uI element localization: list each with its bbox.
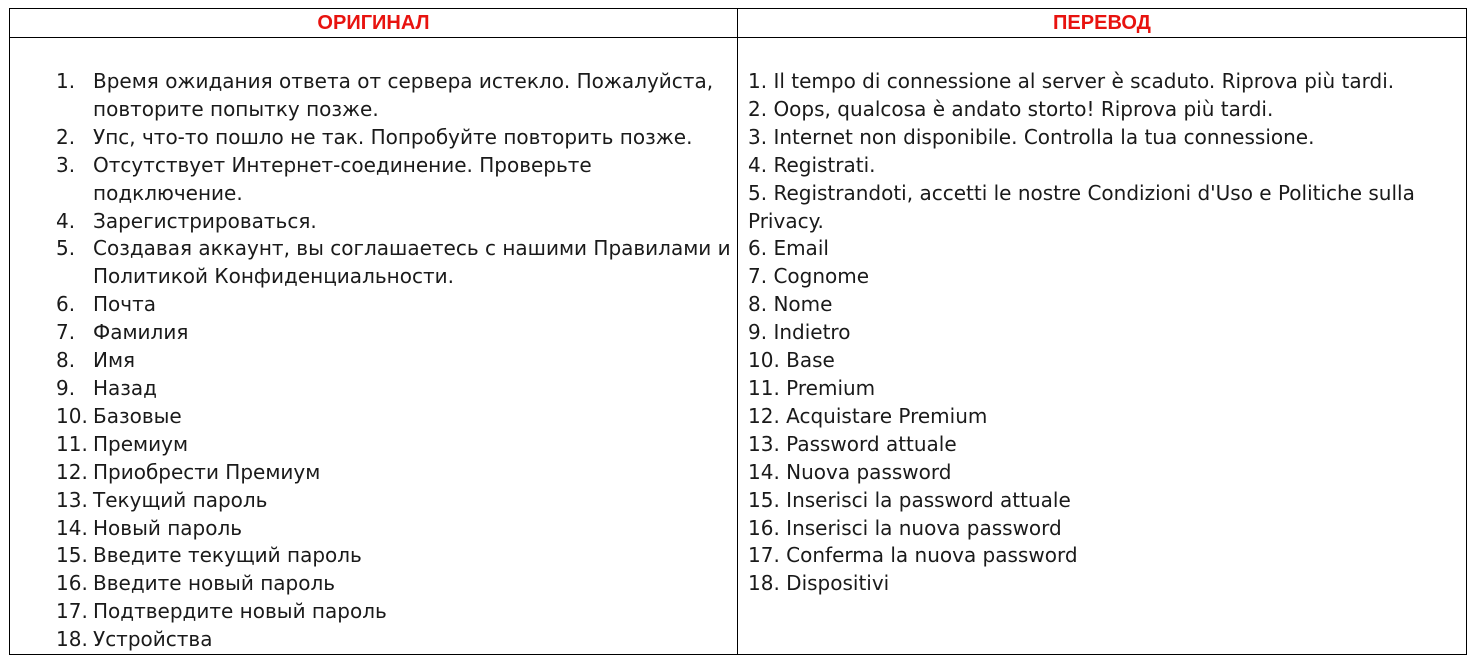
original-item-number: 1. — [56, 69, 76, 93]
content-row — [10, 38, 1467, 655]
original-item — [10, 431, 737, 459]
original-item — [10, 515, 737, 543]
original-item — [10, 459, 737, 487]
original-item-number: 10. — [56, 403, 88, 428]
translation-item: 12. Acquistare Premium — [748, 403, 988, 428]
original-item-text: Приобрести Премиум — [93, 459, 321, 484]
translation-item: 3. Internet non disponibile. Controlla la tua connessione. — [748, 124, 1315, 149]
original-item — [10, 542, 737, 570]
original-item-number: 17. — [56, 599, 88, 624]
original-item — [10, 319, 737, 347]
original-item — [10, 124, 737, 152]
translation-item: 2. Oops, qualcosa è andato storto! Riprova più tardi. — [748, 96, 1274, 121]
original-item — [10, 487, 737, 515]
original-item — [10, 235, 737, 291]
translation-item: 14. Nuova password — [748, 459, 952, 484]
original-item-number: 3. — [56, 152, 76, 177]
original-item-number: 2. — [56, 124, 76, 149]
original-item-number: 13. — [56, 487, 88, 512]
header-original: ОРИГИНАЛ — [10, 9, 738, 38]
translation-item: 7. Cognome — [748, 264, 870, 289]
original-item — [10, 626, 737, 654]
original-item — [10, 375, 737, 403]
translation-item: 18. Dispositivi — [748, 571, 890, 596]
original-item-number: 18. — [56, 627, 88, 652]
translation-item: 4. Registrati. — [748, 152, 876, 177]
original-item-number: 9. — [56, 375, 76, 400]
original-item-text: Назад — [93, 375, 158, 400]
original-item — [10, 208, 737, 236]
original-item-text: Упс, что-то пошло не так. Попробуйте повторить позже. — [93, 124, 693, 149]
original-item-number: 14. — [56, 515, 88, 540]
original-item-number: 12. — [56, 459, 88, 484]
original-item-text: Введите текущий пароль — [93, 543, 362, 568]
original-item-text: Устройства — [93, 627, 213, 652]
original-item — [10, 347, 737, 375]
original-item-number: 7. — [56, 320, 76, 345]
translation-item: 16. Inserisci la nuova password — [748, 515, 1062, 540]
original-item-text: Введите новый пароль — [93, 571, 336, 596]
translation-item: 1. Il tempo di connessione al server è scaduto. Riprova più tardi. — [748, 69, 1395, 93]
translation-table — [9, 8, 1467, 655]
original-item — [10, 403, 737, 431]
translation-item: 15. Inserisci la password attuale — [748, 487, 1071, 512]
translation-item: 5. Registrandoti, accetti le nostre Condizioni d'Uso e Politiche sulla Privacy. — [748, 180, 1415, 233]
translation-item: 9. Indietro — [748, 320, 851, 345]
original-item-number: 5. — [56, 236, 76, 261]
original-item-number: 15. — [56, 543, 88, 568]
translation-cell — [738, 38, 1467, 655]
original-item-text: Почта — [93, 292, 156, 317]
header-row — [10, 9, 1467, 38]
translation-item: 11. Premium — [748, 375, 876, 400]
original-list — [10, 38, 737, 654]
original-item-number: 4. — [56, 208, 76, 233]
translation-item: 10. Base — [748, 348, 835, 373]
original-item-text: Подтвердите новый пароль — [93, 599, 387, 624]
original-item-text: Текущий пароль — [93, 487, 268, 512]
original-item-text: Время ожидания ответа от сервера истекло. Пожалуйста, повторите попытку позже. — [93, 69, 714, 121]
original-item-number: 8. — [56, 348, 76, 373]
original-item — [10, 68, 737, 124]
translation-item: 8. Nome — [748, 292, 833, 317]
original-item — [10, 291, 737, 319]
original-item-text: Создавая аккаунт, вы соглашаетесь с нашими Правилами и Политикой Конфиденциальности. — [93, 236, 731, 289]
original-item-text: Имя — [93, 348, 136, 373]
original-item — [10, 570, 737, 598]
original-item-text: Премиум — [93, 431, 189, 456]
translation-item: 6. Email — [748, 236, 829, 261]
original-item — [10, 598, 737, 626]
original-item-number: 16. — [56, 571, 88, 596]
original-item-number: 11. — [56, 431, 88, 456]
original-item-text: Базовые — [93, 403, 182, 428]
original-item-text: Новый пароль — [93, 515, 243, 540]
original-item — [10, 152, 737, 208]
translation-item: 13. Password attuale — [748, 431, 957, 456]
original-cell — [10, 38, 738, 655]
header-translation: ПЕРЕВОД — [738, 9, 1467, 38]
translation-item: 17. Conferma la nuova password — [748, 543, 1078, 568]
original-item-number: 6. — [56, 292, 76, 317]
original-item-text: Отсутствует Интернет-соединение. Проверьте подключение. — [93, 152, 592, 205]
original-item-text: Зарегистрироваться. — [93, 208, 317, 233]
original-item-text: Фамилия — [93, 320, 189, 345]
translation-list — [738, 38, 1466, 598]
